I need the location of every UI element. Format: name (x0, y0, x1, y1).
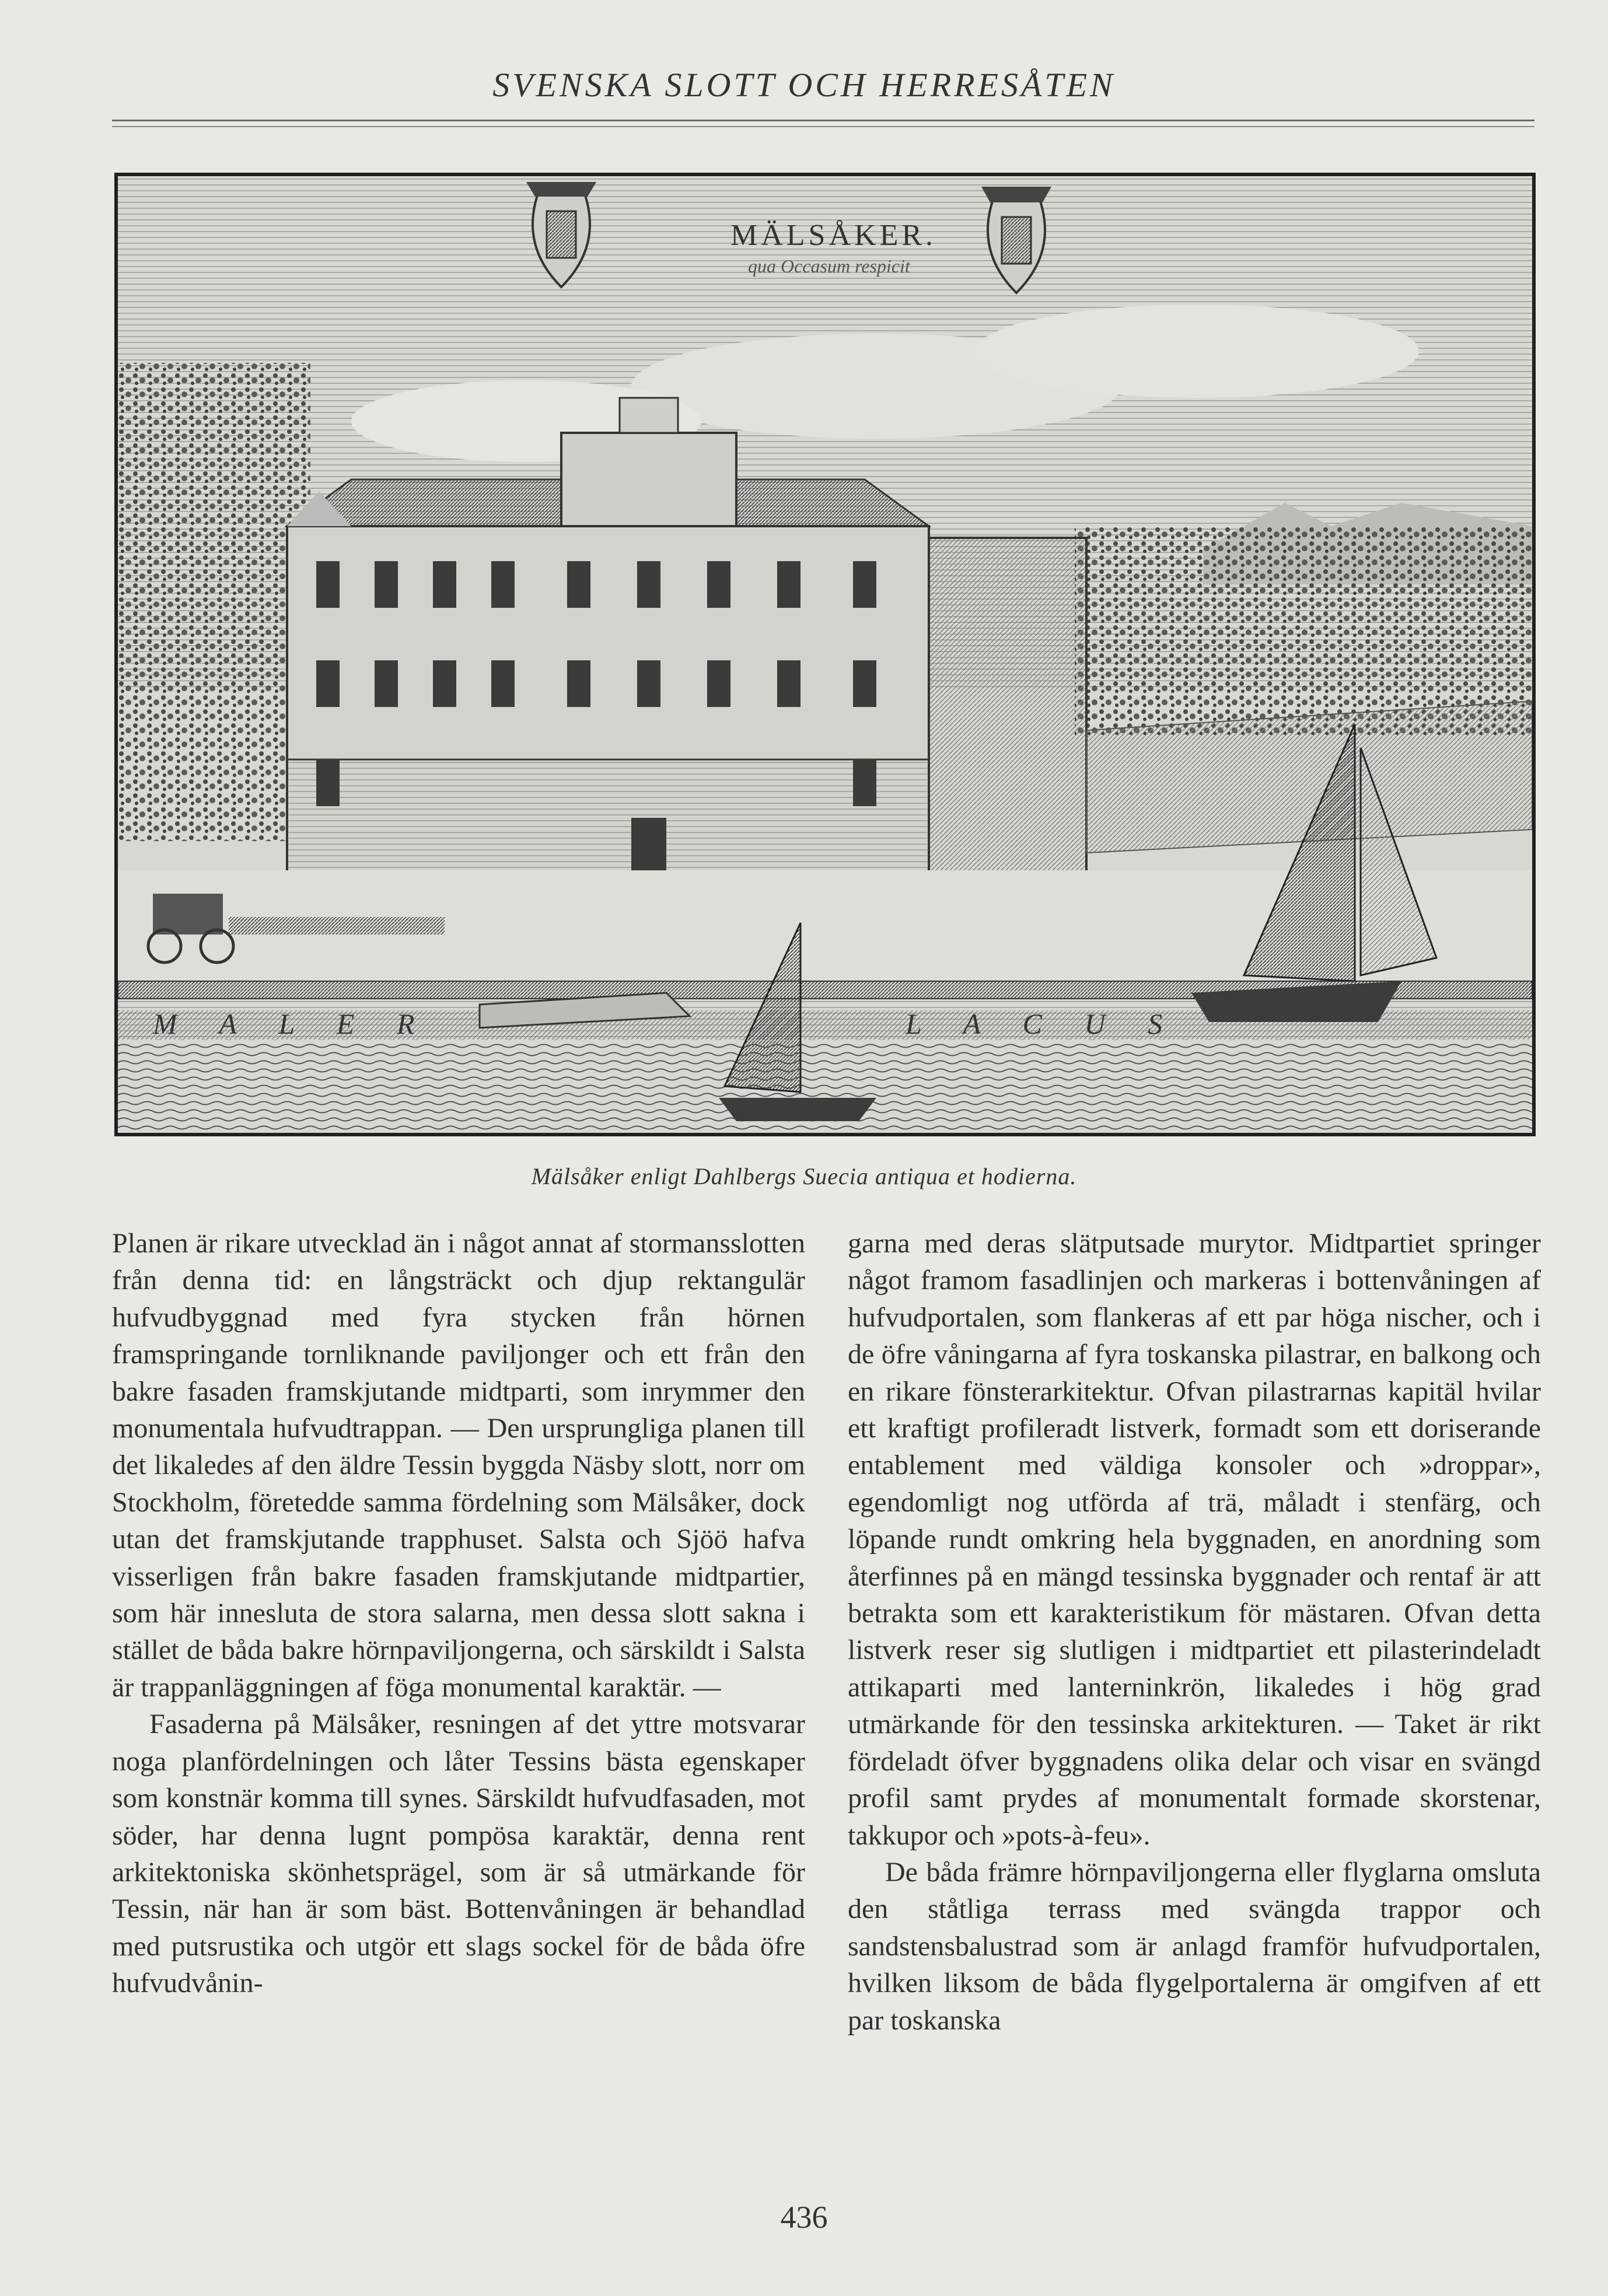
paragraph: Fasaderna på Mälsåker, resningen af det yttre motsvarar noga planfördelningen och låter Tessins bästa egenskaper som konstnär komma till synes. Särskildt hufvudfasaden, mot söder, har denna lugnt pompösa karaktär, denna rent arkitektoniska skönhetsprägel, som är så utmärkande för Tessin, när han är som bäst. Bottenvåningen är behandlad med putsrustika och utgör ett slags sockel för de båda öfre hufvudvånin- (112, 1709, 805, 1999)
header-rule (112, 120, 1534, 121)
paragraph: garna med deras slätputsade murytor. Midtpartiet springer något framom fasadlinjen och markeras i bottenvåningen af hufvudportalen, som flankeras af ett par höga nischer, och i de öfre våningarna af fyra toskanska pilastrar, en balkong och en rikare fönsterarkitektur. Ofvan pilastrarnas kapitäl hvilar ett kraftigt profileradt listverk, formadt som ett doriserande entablement med väldiga konsoler och »droppar», egendomligt nog utförda af trä, måladt i stenfärg, och löpande rundt omkring hela byggnaden, en anordning som återfinnes på en mängd tessinska byggnader och rentaf är att betrakta som ett karakteristikum för mästaren. Ofvan detta listverk reser sig slutligen i midtpartiet ett pilasterindeladt attikaparti med lanterninkrön, likaledes i hög grad utmärkande för den tessinska arkitekturen. — Taket är rikt fördeladt öfver byggnadens olika delar och visar en svängd profil samt prydes af monumentalt formade skorstenar, takkupor och »pots-à-feu». (848, 1228, 1541, 1851)
lake-label-right: L A C U S (906, 1007, 1180, 1040)
engraving-plate (114, 173, 1536, 1136)
paragraph: De båda främre hörnpaviljongerna eller flyglarna omsluta den ståtliga terrass med svängda trappor och sandstensbalustrad som är anlagd framför hufvudportalen, hvilken liksom de båda flygelportalerna är omgifven af ett par toskanska (848, 1856, 1541, 2036)
lake-label-left: M A L E R (153, 1007, 432, 1040)
plate-title: MÄLSÅKER. (730, 219, 937, 252)
text-column-left (112, 1225, 805, 2002)
text-column-right (848, 1225, 1541, 2039)
header-rule-thin (112, 126, 1534, 127)
plate-caption: Mälsåker enligt Dahlbergs Suecia antiqua et hodierna. (531, 1163, 1077, 1189)
page-number: 436 (780, 2200, 828, 2235)
paragraph: Planen är rikare utvecklad än i något annat af stormansslotten från denna tid: en långsträckt och djup rektangulär hufvudbyggnad med fyra stycken från hörnen framspringande tornliknande paviljonger och ett från den bakre fasaden framskjutande midtparti, som inrymmer den monumentala hufvudtrappan. — Den ursprungliga planen till det likaledes af den äldre Tessin byggda Näsby slott, norr om Stockholm, företedde samma fördelning som Mälsåker, dock utan det framskjutande trapphuset. Salsta och Sjöö hafva visserligen från bakre fasaden framskjutande midtpartier, som här innesluta de stora salarna, men dessa slott sakna i stället de båda bakre hörnpaviljongerna, och särskildt i Salsta är trappanläggningen af föga monumental karaktär. — (112, 1228, 805, 1703)
cloud (976, 304, 1419, 398)
engraving-illustration (118, 176, 1532, 1133)
plate-subtitle: qua Occasum respicit (748, 256, 910, 276)
running-title: SVENSKA SLOTT OCH HERRESÅTEN (492, 66, 1116, 104)
